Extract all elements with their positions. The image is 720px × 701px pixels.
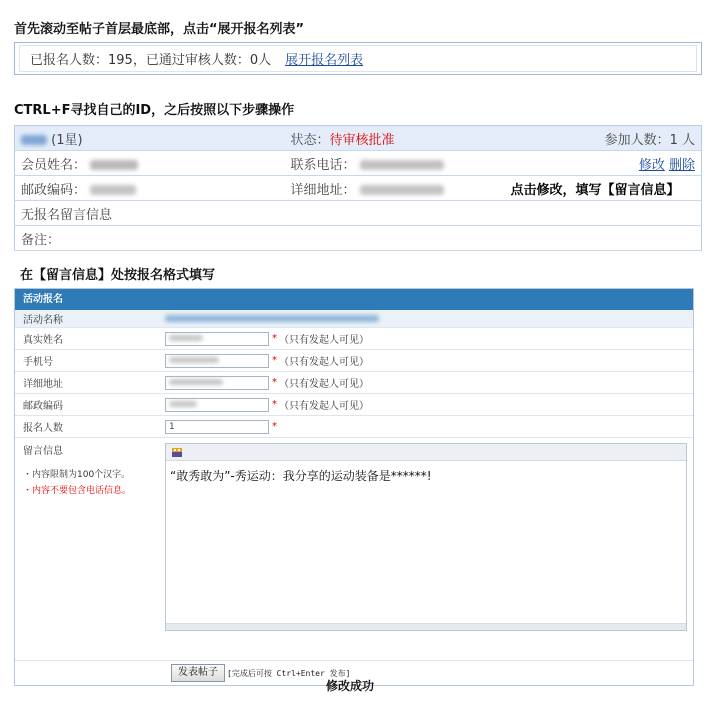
phone-label: 联系电话： bbox=[290, 157, 356, 173]
message-editor[interactable] bbox=[165, 443, 687, 631]
form-row-message bbox=[15, 438, 693, 661]
count-input-label: 报名人数 bbox=[23, 423, 63, 434]
member-name-label: 会员姓名： bbox=[21, 157, 87, 173]
phone-private-hint: （只有发起人可见） bbox=[279, 357, 369, 368]
phone-input-label: 手机号 bbox=[23, 357, 53, 368]
no-phone-note: ・内容不要包含电话信息。 bbox=[23, 486, 132, 496]
address-input[interactable] bbox=[165, 376, 269, 390]
editor-smiley-icon[interactable] bbox=[172, 448, 182, 457]
submit-post-button[interactable]: 发表帖子 bbox=[171, 664, 225, 682]
registration-form bbox=[14, 288, 694, 686]
form-header: 活动报名 bbox=[15, 289, 693, 310]
activity-name-label: 活动名称 bbox=[23, 315, 63, 326]
address-label: 详细地址： bbox=[290, 182, 356, 198]
editor-scrollbar[interactable] bbox=[166, 623, 686, 630]
message-label: 留言信息 bbox=[23, 446, 63, 457]
realname-input[interactable] bbox=[165, 332, 269, 346]
status-label: 状态： bbox=[290, 132, 330, 148]
count-input[interactable]: 1 bbox=[165, 420, 269, 434]
form-row-realname: 真实姓名 * （只有发起人可见） bbox=[15, 328, 693, 350]
participants-count: 参加人数：1 人 bbox=[505, 126, 702, 151]
editor-toolbar bbox=[166, 444, 686, 461]
success-message: 修改成功 bbox=[325, 679, 374, 693]
zip-label: 邮政编码： bbox=[21, 182, 87, 198]
address-redacted bbox=[360, 185, 444, 195]
submit-shortcut-hint: [完成后可按 Ctrl+Enter 发布] bbox=[227, 668, 351, 678]
member-name-redacted bbox=[90, 160, 138, 170]
realname-label: 真实姓名 bbox=[23, 335, 63, 346]
no-message-text: 无报名留言信息 bbox=[15, 201, 702, 226]
user-id-redacted[interactable] bbox=[21, 135, 47, 145]
address-input-label: 详细地址 bbox=[23, 379, 63, 390]
zip-input[interactable] bbox=[165, 398, 269, 412]
expand-registration-list-link[interactable]: 展开报名列表 bbox=[285, 53, 364, 68]
realname-private-hint: （只有发起人可见） bbox=[279, 335, 369, 346]
step1-title: 首先滚动至帖子首层最底部，点击“展开报名列表” bbox=[14, 22, 305, 37]
status-badge: 待审核批准 bbox=[329, 132, 395, 148]
registration-summary-box bbox=[14, 42, 702, 75]
form-row-activity bbox=[15, 310, 693, 328]
user-stars: (1星) bbox=[51, 132, 83, 148]
phone-redacted bbox=[360, 160, 444, 170]
step3-title: 在【留言信息】处按报名格式填写 bbox=[20, 268, 216, 283]
phone-input[interactable] bbox=[165, 354, 269, 368]
edit-instruction-note: 点击修改，填写【留言信息】 bbox=[510, 182, 680, 198]
registration-count: 已报名人数：195，已通过审核人数：0人 bbox=[30, 53, 272, 68]
step2-title: CTRL+F寻找自己的ID，之后按照以下步骤操作 bbox=[14, 103, 295, 118]
zip-private-hint: （只有发起人可见） bbox=[279, 401, 369, 412]
zip-redacted bbox=[90, 185, 136, 195]
form-row-count: 报名人数 1 * bbox=[15, 416, 693, 438]
registration-entry-table bbox=[14, 125, 702, 251]
remark-label: 备注： bbox=[15, 226, 702, 251]
form-row-phone: 手机号 * （只有发起人可见） bbox=[15, 350, 693, 372]
form-row-address: 详细地址 * （只有发起人可见） bbox=[15, 372, 693, 394]
address-private-hint: （只有发起人可见） bbox=[279, 379, 369, 390]
form-row-zip: 邮政编码 * （只有发起人可见） bbox=[15, 394, 693, 416]
activity-name-redacted bbox=[165, 315, 379, 322]
limit-note: ・内容限制为100个汉字。 bbox=[23, 470, 131, 480]
delete-link[interactable]: 删除 bbox=[668, 157, 695, 173]
zip-input-label: 邮政编码 bbox=[23, 401, 63, 412]
message-textarea[interactable]: “敢秀敢为”-秀运动：我分享的运动装备是******! bbox=[170, 469, 432, 483]
edit-link[interactable]: 修改 bbox=[638, 157, 665, 173]
